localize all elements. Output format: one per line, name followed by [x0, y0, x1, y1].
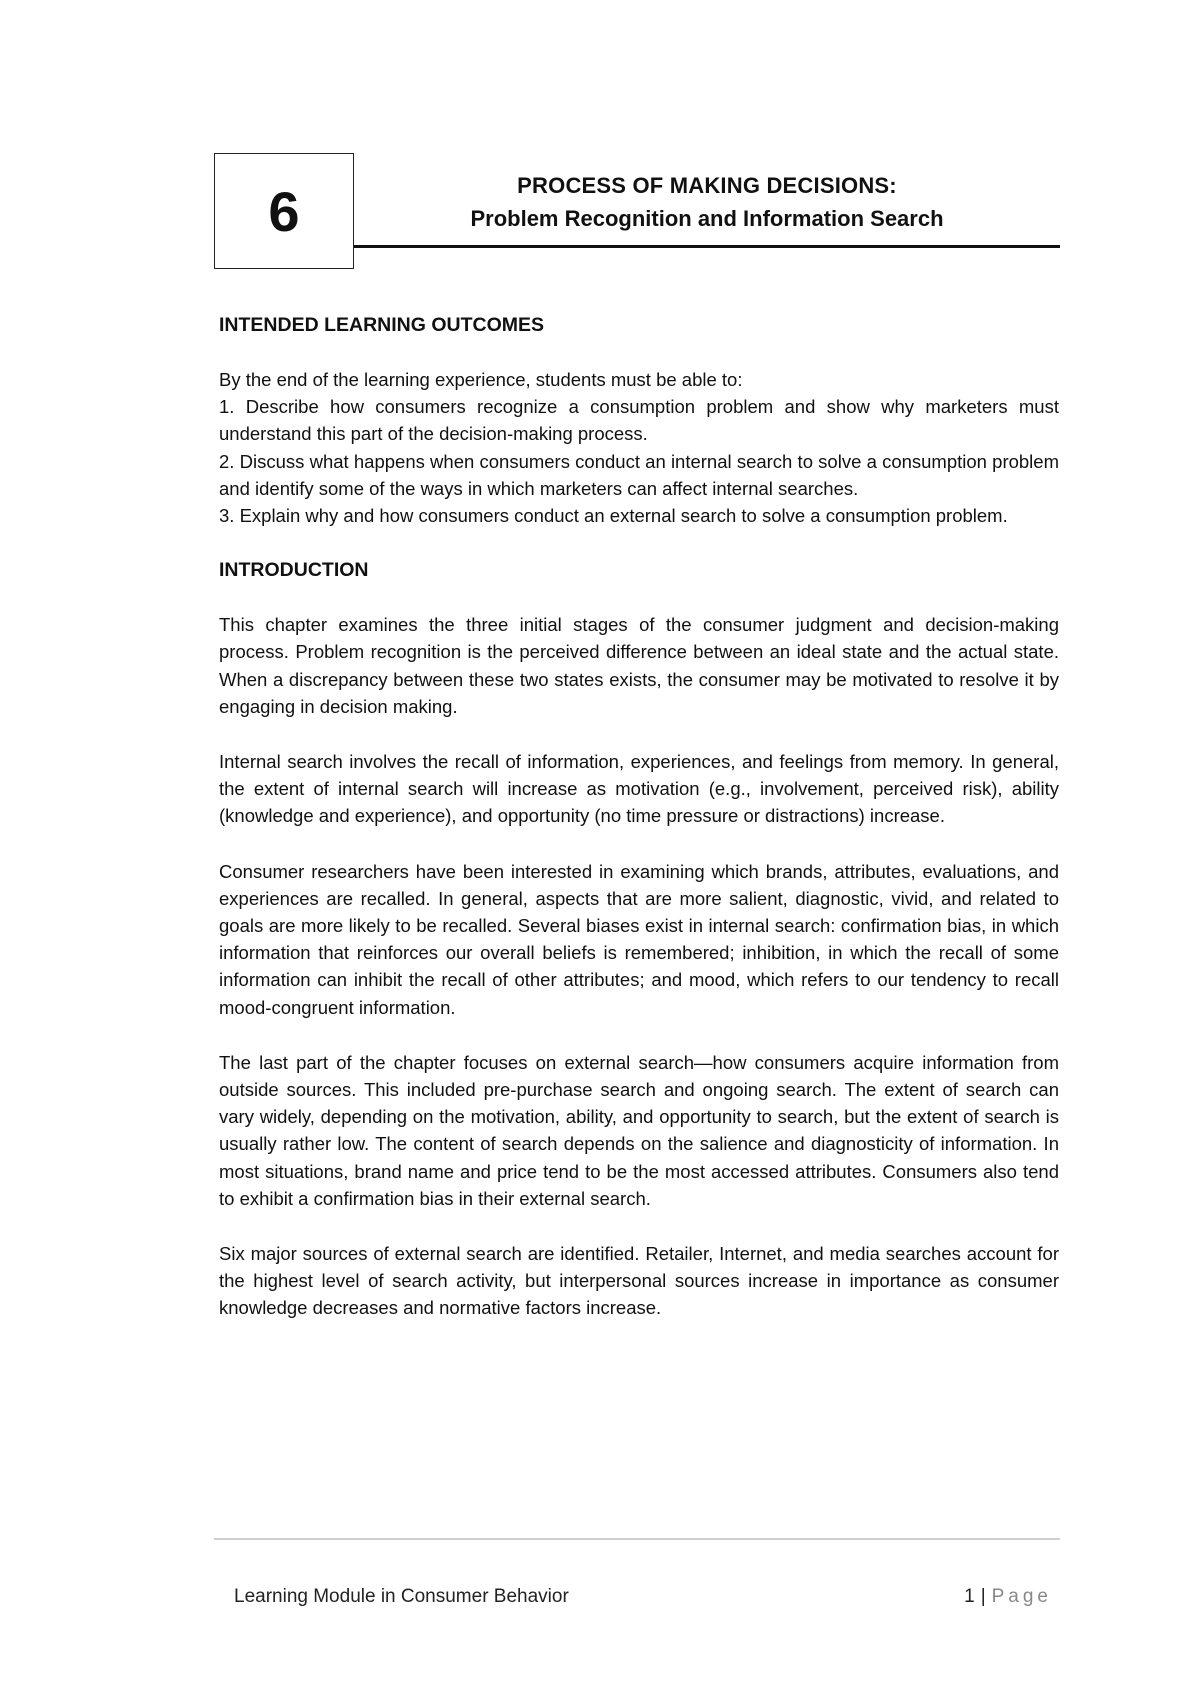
page-label: Page: [991, 1586, 1052, 1607]
intro-paragraph-1: This chapter examines the three initial stages of the consumer judgment and decision-making process. Problem recognition is the perceived difference between an ideal state and the actual state. When a discrepancy between these two states exists, the consumer may be motivated to resolve it by engaging in decision making.: [219, 614, 1059, 717]
footer-divider: [214, 1538, 1060, 1540]
chapter-subtitle: Problem Recognition and Information Search: [470, 206, 944, 231]
outcomes-intro: By the end of the learning experience, students must be able to:: [219, 369, 743, 390]
outcome-item-1: 1. Describe how consumers recognize a consumption problem and show why marketers must understand this part of the decision-making process.: [219, 396, 1059, 445]
intro-paragraph-2: Internal search involves the recall of information, experiences, and feelings from memory. In general, the extent of internal search will increase as motivation (e.g., involvement, perceived risk), ability (knowledge and experience), and opportunity (no time pressure or distractions) increase.: [219, 751, 1059, 827]
chapter-number: 6: [268, 179, 300, 243]
page-separator: |: [980, 1586, 986, 1607]
chapter-number-box: [214, 153, 354, 269]
outcomes-heading: INTENDED LEARNING OUTCOMES: [219, 314, 545, 336]
page-content: [219, 310, 1059, 1322]
footer-page-indicator: [964, 1586, 1052, 1608]
outcome-item-3: 3. Explain why and how consumers conduct an external search to solve a consumption problem.: [219, 505, 1008, 527]
footer-module-title: Learning Module in Consumer Behavior: [234, 1586, 569, 1607]
introduction-heading: INTRODUCTION: [219, 559, 369, 582]
intro-paragraph-4: The last part of the chapter focuses on external search—how consumers acquire information from outside sources. This included pre-purchase search and ongoing search. The extent of search can vary widely, depending on the motivation, ability, and opportunity to search, but the extent of search is usually rather low. The content of search depends on the salience and diagnosticity of information. In most situations, brand name and price tend to be the most accessed attributes. Consumers also tend to exhibit a confirmation bias in their external search.: [219, 1051, 1059, 1209]
title-underline: [354, 245, 1060, 248]
chapter-title-block: [354, 172, 1060, 236]
outcome-item-2: 2. Discuss what happens when consumers conduct an internal search to solve a consumption problem and identify some of the ways in which marketers can affect internal searches.: [219, 450, 1059, 499]
page-number: 1: [964, 1586, 975, 1607]
chapter-title: PROCESS OF MAKING DECISIONS:: [517, 173, 897, 198]
intro-paragraph-5: Six major sources of external search are identified. Retailer, Internet, and media searches account for the highest level of search activity, but interpersonal sources increase in importance as consumer knowledge decreases and normative factors increase.: [219, 1243, 1059, 1319]
intro-paragraph-3: Consumer researchers have been interested in examining which brands, attributes, evaluations, and experiences are recalled. In general, aspects that are more salient, diagnostic, vivid, and related to goals are more likely to be recalled. Several biases exist in internal search: confirmation bias, in which information that reinforces our overall beliefs is remembered; inhibition, in which the recall of some information can inhibit the recall of other attributes; and mood, which refers to our tendency to recall mood-congruent information.: [219, 860, 1059, 1018]
